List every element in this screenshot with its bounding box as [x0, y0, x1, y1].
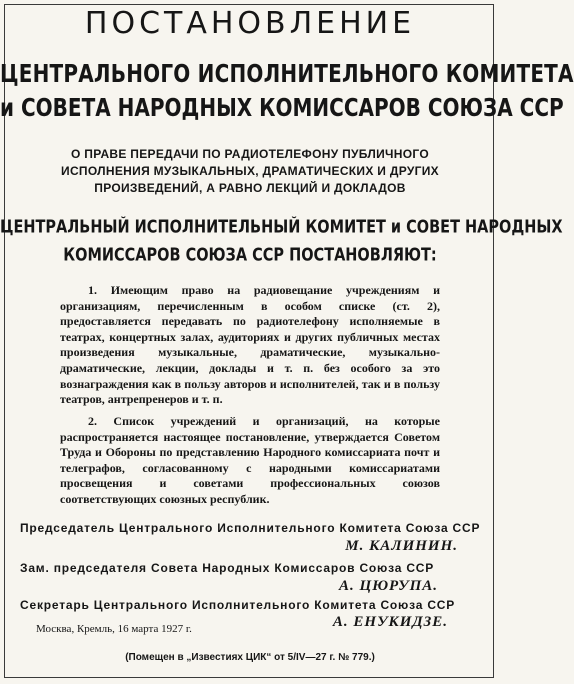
- signatory-position-deputy: Зам. председателя Совета Народных Комиссаров Союза ССР: [20, 561, 435, 575]
- paragraph-2: 2. Список учреждений и организаций, на которые распространяется настоящее постановление, утверждается Советом Труда и Обороны по представлению Народного комиссариата почт и телеграфов, согласованному с народными комиссариатами просвещения и советами профессиональных союзов соответствующих союзных республик.: [60, 414, 440, 506]
- issuer-heading-line2: и СОВЕТА НАРОДНЫХ КОМИССАРОВ СОЮЗА ССР: [0, 92, 564, 122]
- signatory-name-chairman: М. КАЛИНИН.: [345, 538, 458, 554]
- paragraph-1: 1. Имеющим право на радиовещание учреждениям и организациям, перечисленным в особом списке (ст. 2), предоставляется передавать по радиотелефону исполняемые в театрах, концертных залах, аудиториях и других публичных местах произведения музыкальные, драматические, музыкально-драматические, лекции, доклады и т. п. без особого за это вознаграждения как в пользу авторов и исполнителей, так и в пользу театров, антрепренеров и т. п.: [60, 283, 440, 407]
- signatory-position-secretary: Секретарь Центрального Исполнительного Комитета Союза ССР: [20, 598, 456, 612]
- signatory-name-secretary: А. ЕНУКИДЗЕ.: [332, 614, 448, 630]
- signatory-position-chairman: Председатель Центрального Исполнительного Комитета Союза ССР: [20, 521, 481, 535]
- decree-subject: О ПРАВЕ ПЕРЕДАЧИ ПО РАДИОТЕЛЕФОНУ ПУБЛИЧНОГО ИСПОЛНЕНИЯ МУЗЫКАЛЬНЫХ, ДРАМАТИЧЕСКИХ И ДРУГИХ ПРОИЗВЕДЕНИЙ, А РАВНО ЛЕКЦИЙ И ДОКЛАДОВ: [61, 147, 439, 195]
- publication-note: (Помещен в „Известиях ЦИК“ от 5/IV—27 г. № 779.): [125, 652, 375, 663]
- issuer-heading-line1: ЦЕНТРАЛЬНОГО ИСПОЛНИТЕЛЬНОГО КОМИТЕТА: [0, 58, 574, 88]
- document-title: ПОСТАНОВЛЕНИЕ: [84, 6, 416, 41]
- signatory-name-deputy: А. ЦЮРУПА.: [339, 578, 438, 594]
- decree-preamble-line2: КОМИССАРОВ СОЮЗА ССР ПОСТАНОВЛЯЮТ:: [63, 246, 437, 266]
- decree-preamble-line1: ЦЕНТРАЛЬНЫЙ ИСПОЛНИТЕЛЬНЫЙ КОМИТЕТ и СОВЕТ НАРОДНЫХ: [0, 218, 563, 238]
- place-and-date: Москва, Кремль, 16 марта 1927 г.: [36, 623, 192, 635]
